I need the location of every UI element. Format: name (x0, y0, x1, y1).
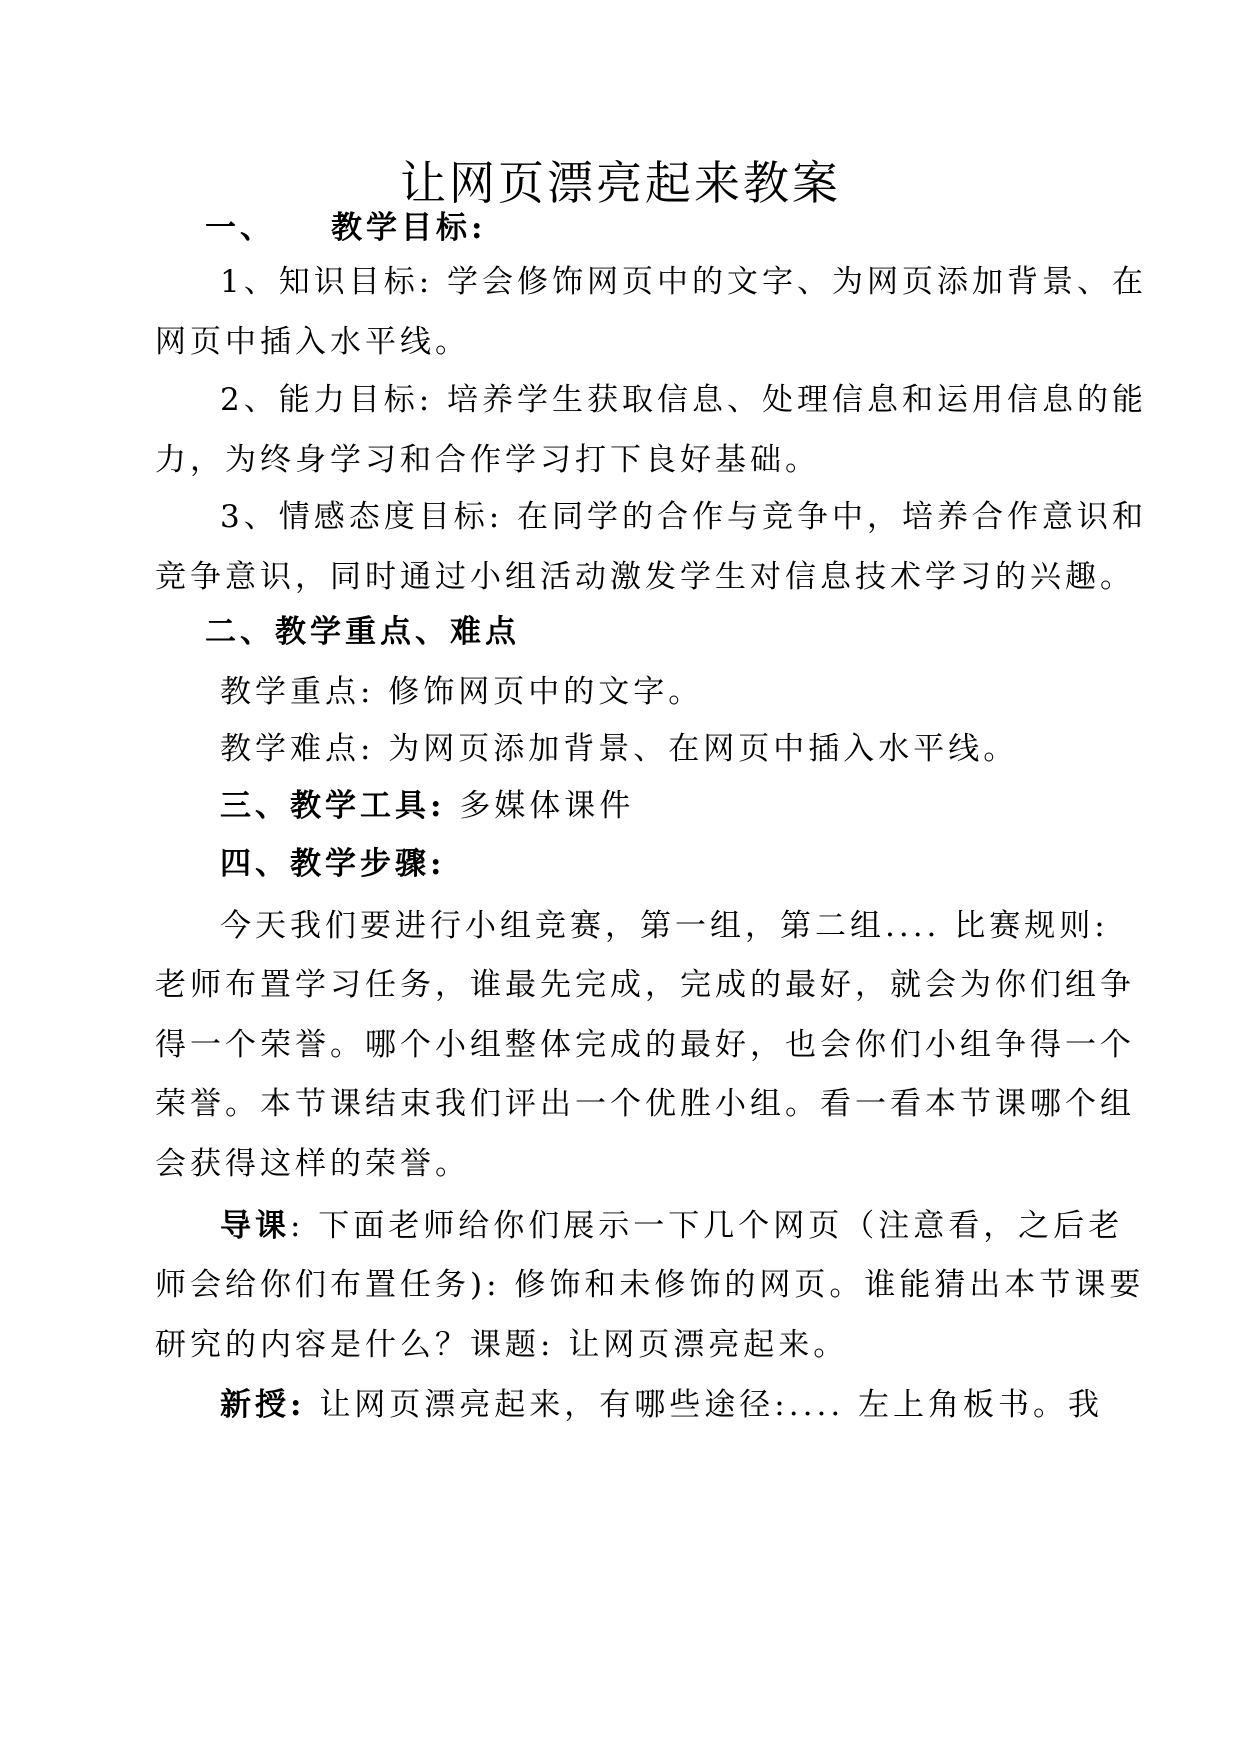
goal-3-line-2: 竞争意识，同时通过小组活动激发学生对信息技术学习的兴趣。 (155, 559, 1135, 595)
key-point-line: 教学重点: 修饰网页中的文字。 (220, 674, 704, 710)
section-3-line (220, 786, 1100, 826)
section-4-heading: 四、教学步骤: (220, 846, 446, 882)
section-1-heading (205, 208, 1150, 248)
goal-2-line-2: 力，为终身学习和合作学习打下良好基础。 (155, 442, 820, 478)
new-lesson-text: 让网页漂亮起来，有哪些途径:.... 左上角板书。我 (319, 1387, 1104, 1423)
paragraph-1-line-1: 今天我们要进行小组竞赛，第一组，第二组.... 比赛规则: (220, 908, 1109, 944)
new-lesson-line-1 (220, 1385, 1104, 1425)
intro-text: : 下面老师给你们展示一下几个网页（注意看，之后老 (290, 1208, 1124, 1244)
section-2-heading: 二、教学重点、难点 (205, 614, 520, 650)
section-3-text: 多媒体课件 (459, 788, 635, 824)
paragraph-1-line-2: 老师布置学习任务，谁最先完成，完成的最好，就会为你们组争 (155, 967, 1135, 1003)
goal-2-line-1: 2、能力目标: 培养学生获取信息、处理信息和运用信息的能 (220, 382, 1148, 418)
new-lesson-label: 新授: (220, 1387, 306, 1423)
document-title: 让网页漂亮起来教案 (400, 156, 841, 210)
goal-3-line-1: 3、情感态度目标: 在同学的合作与竞争中，培养合作意识和 (220, 499, 1148, 535)
goal-1-line-2: 网页中插入水平线。 (155, 324, 470, 360)
paragraph-1-line-3: 得一个荣誉。哪个小组整体完成的最好，也会你们小组争得一个 (155, 1027, 1135, 1063)
paragraph-1-line-5: 会获得这样的荣誉。 (155, 1146, 470, 1182)
section-3-heading: 三、教学工具: (220, 788, 446, 824)
paragraph-1-line-4: 荣誉。本节课结束我们评出一个优胜小组。看一看本节课哪个组 (155, 1086, 1135, 1122)
intro-label: 导课 (220, 1208, 290, 1244)
section-1-number: 一、 (205, 210, 275, 246)
section-1-title: 教学目标: (331, 210, 487, 246)
intro-line-2: 师会给你们布置任务): 修饰和未修饰的网页。谁能猜出本节课要 (155, 1267, 1145, 1303)
difficulty-line: 教学难点: 为网页添加背景、在网页中插入水平线。 (220, 731, 1019, 767)
intro-line-3: 研究的内容是什么？课题: 让网页漂亮起来。 (155, 1327, 849, 1363)
intro-line-1 (220, 1206, 1124, 1246)
goal-1-line-1: 1、知识目标: 学会修饰网页中的文字、为网页添加背景、在 (220, 264, 1148, 300)
